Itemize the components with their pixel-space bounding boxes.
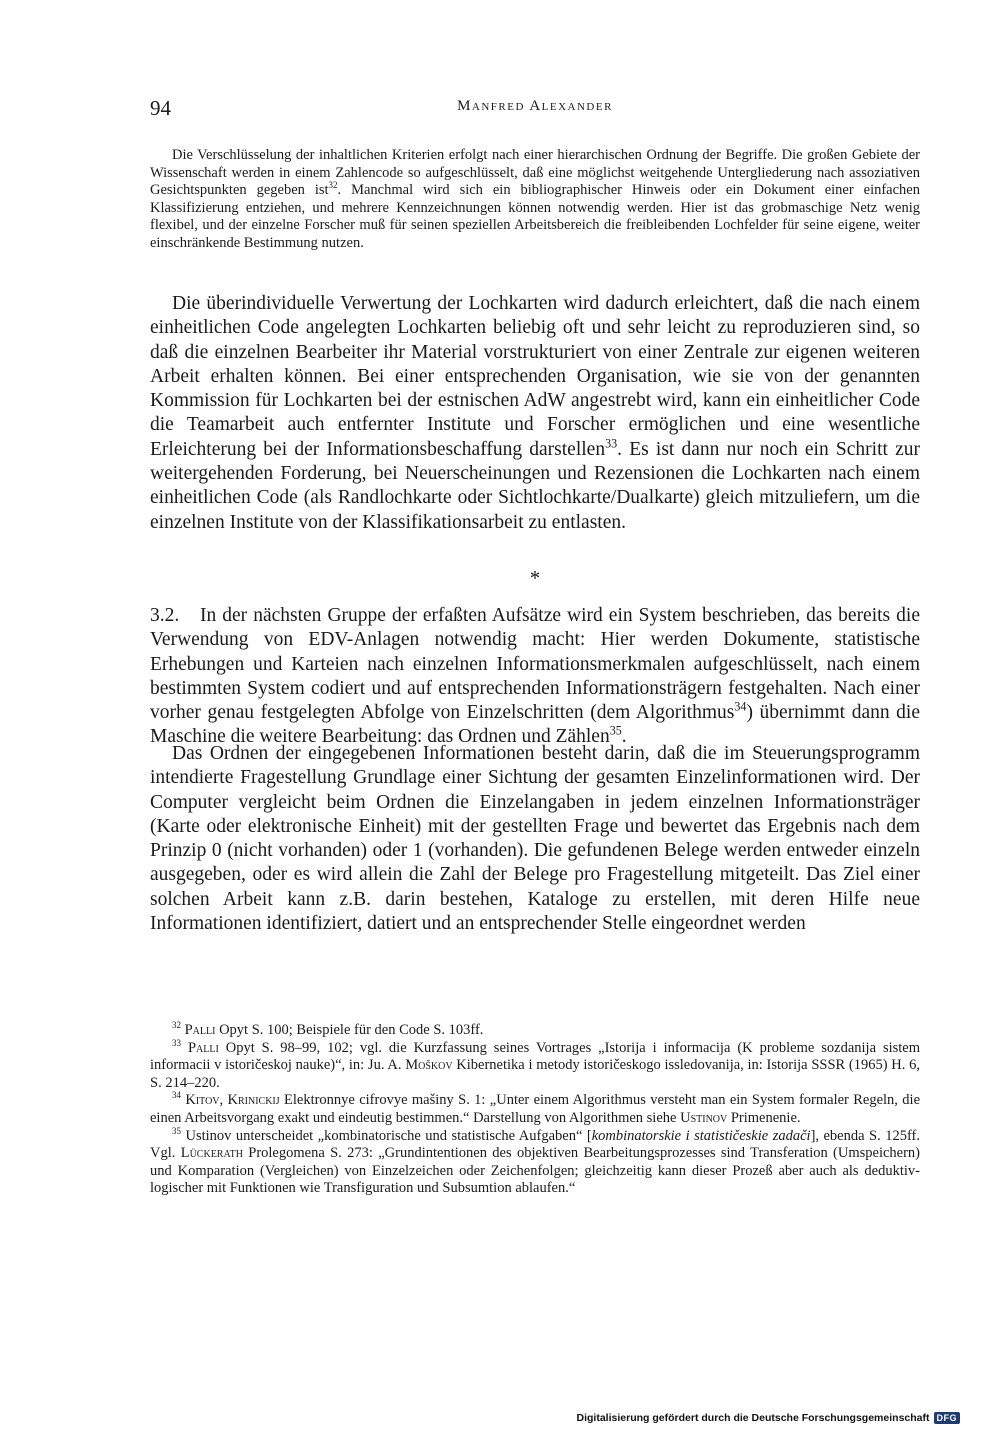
footer-text: Digitalisierung gefördert durch die Deutsche Forschungsgemeinschaft xyxy=(576,1412,930,1424)
footnote-34: $^{34}$ Kitov, Krinickij Elektronnye cifrovye mašiny S. 1: „Unter einem Algorithmus versteht man ein System formaler Regeln, die einen Arbeitsvorgang exakt und eindeutig bestimmen.“ Darstellung von Algorithmen siehe Ustinov Primenenie. xyxy=(150,1090,921,1126)
section-number: 3.2. xyxy=(150,605,180,626)
footnote-ref-34[interactable]: 34 xyxy=(734,699,747,714)
dfg-logo-icon: DFG xyxy=(934,1412,961,1424)
intro-paragraph: Die Verschlüsselung der inhaltlichen Kriterien erfolgt nach einer hierarchischen Ordnung der Begriffe. Die großen Gebiete der Wissenschaft werden in einem Zahlencode so aufgeschlüsselt, daß eine möglichst weitgehende Untergliederung nach assoziativen Gesichtspunkten gegeben ist$^{32}$. Manchmal wird sich ein bibliographischer Hinweis oder ein Dokument einer einfachen Klassifizierung entziehen, und mehrere Kennzeichnungen können notwendig werden. Hier ist das grobmaschige Netz wenig flexibel, und der einzelne Forscher muß für seinen speziellen Arbeitsbereich die freibleibenden Lochfelder für seine eigene, weiter einschränkende Bestimmung nutzen. xyxy=(150,147,920,251)
footnote-35: $^{35}$ Ustinov unterscheidet „kombinatorische und statistische Aufgaben“ [kombinatorskie i statističeskie zadači], ebenda S. 125ff. Vgl. Lückerath Prolegomena S. 273: „Grundintentionen des objektiven Bearbeitungsprozesses sind Transferation (Umspeichern) und Komparation (Vergleichen) von Einzelzeichen oder Zeichenfolgen; gleichzeitig kann dieser Prozeß aber auch als deduktiv-logischer mit Funktionen wie Transfiguration und Subsumtion ablaufen.“ xyxy=(150,1125,921,1197)
running-title: Manfred Alexander xyxy=(457,98,613,114)
body-paragraph-1: Die überindividuelle Verwertung der Lochkarten wird dadurch erleichtert, daß die nach einem einheitlichen Code angelegten Lochkarten beliebig oft und sehr leicht zu reproduzieren sind, so daß die einzelnen Bearbeiter ihr Material vorstrukturiert von einer Zentrale zur eigenen weiteren Arbeit erhalten können. Bei einer entsprechenden Organisation, wie sie von der genannten Kommission für Lochkarten bei der estnischen AdW angestrebt wird, kann ein einheitlicher Code die Teamarbeit auch entfernter Institute und Forscher ermöglichen und eine wesentliche Erleichterung bei der Informationsbeschaffung darstellen$^{33}$. Es ist dann nur noch ein Schritt zur weitergehenden Forderung, bei Neuerscheinungen und Rezensionen die Lochkarten nach einem einheitlichen Code (als Randlochkarte oder Sichtlochkarte/Dualkarte) gleich mitzuliefern, um die einzelnen Institute von der Klassifikationsarbeit zu entlasten. xyxy=(150,293,920,533)
section-3-2-paragraph: 3.2. In der nächsten Gruppe der erfaßten Aufsätze wird ein System beschrieben, das bereits die Verwendung von EDV-Anlagen notwendig macht: Hier werden Dokumente, statistische Erhebungen und Karteien nach einzelnen Informationsmerkmalen aufgeschlüsselt, nach einem bestimmten System codiert und auf entsprechenden Informationsträgern festgehalten. Nach einer vorher genau festgelegten Abfolge von Einzelschritten (dem Algorithmus$^{34}$) übernimmt dann die Maschine die weitere Bearbeitung: das Ordnen und Zählen$^{35}$. xyxy=(150,605,921,748)
page-number: 94 xyxy=(150,96,171,120)
section-separator: * xyxy=(529,566,541,590)
footnotes xyxy=(150,1022,920,1198)
footnote-ref-33[interactable]: 33 xyxy=(605,436,618,451)
body-paragraph-2: Das Ordnen der eingegebenen Informationen besteht darin, daß die im Steuerungsprogramm intendierte Fragestellung Grundlage einer Sichtung der gesamten Einzelinformationen wird. Der Computer vergleicht beim Ordnen die Einzelangaben in jedem einzelnen Informationsträger (Karte oder elektronische Einheit) mit der gestellten Frage und bewertet das Ergebnis nach dem Prinzip 0 (nicht vorhanden) oder 1 (vorhanden). Die gefundenen Belege werden entweder einzeln ausgegeben, oder es wird allein die Zahl der Belege pro Fragestellung mitgeteilt. Das Ziel einer solchen Arbeit kann z.B. darin bestehen, Kataloge zu erstellen, mit deren Hilfe neue Informationen identifiziert, datiert und an entsprechender Stelle eingeordnet werden xyxy=(150,743,920,935)
digitization-footer xyxy=(577,1412,960,1424)
page-header xyxy=(150,96,920,120)
footnote-33: $^{33}$ Palli Opyt S. 98–99, 102; vgl. die Kurzfassung seines Vortrages „Istorija i informacija (K probleme sozdanija sistem informacii v istoričeskoj nauke)“, in: Ju. A. Moškov Kibernetika i metody istoričeskogo issledovanija, in: Istorija SSSR (1965) H. 6, S. 214–220. xyxy=(150,1037,921,1091)
footnote-32: $^{32}$ Palli Opyt S. 100; Beispiele für den Code S. 103ff. xyxy=(172,1020,484,1038)
footnote-ref-32[interactable]: 32 xyxy=(328,180,338,191)
footnote-ref-35[interactable]: 35 xyxy=(609,723,622,738)
